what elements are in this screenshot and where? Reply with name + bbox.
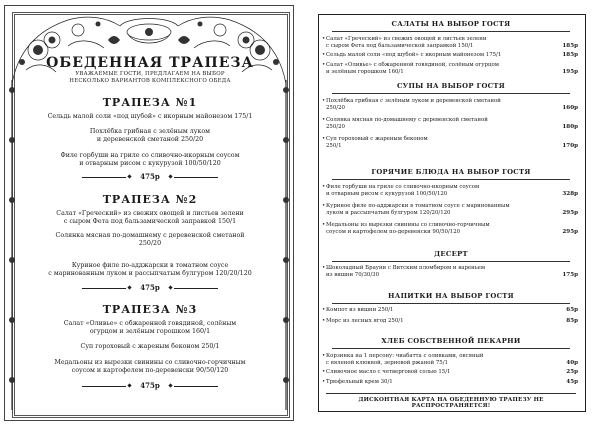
item-price: 185р [562,42,578,49]
set-1-dish-3: Филе горбуши на гриле со сливочно-икорным соусом и отварным рисом с кукурузой 100/50/120 [60,152,240,167]
item-price: 65р [566,307,578,313]
set-1-title: ТРАПЕЗА №1 [102,96,198,109]
section-title-soups: СУПЫ НА ВЫБОР ГОСТЯ [396,82,506,90]
item-price: 195р [562,68,578,75]
menu-item: • Сливочное масло с четверговой солью 15/1 25р [322,369,578,375]
menu-title: ОБЕДЕННАЯ ТРАПЕЗА [46,55,254,71]
set-2-dish-3: Куриное филе по-адджарски в томатном соусе с маринованным луком и рассыпчатым булгуром 120/20/120 [48,262,252,277]
menu-item: • Салат «Греческий» из свежих овощей и листьев зелени с сыром Фета под бальзамической заправкой 150/1 185р [322,36,578,49]
item-price: 295р [562,209,578,216]
item-price: 40р [566,359,578,366]
set-3-price: 475р [140,381,160,390]
item-price: 85р [566,318,578,324]
set-2-dish-1: Салат «Греческий» из свежих овощей и листьев зелени с сыром Фета под бальзамической заправкой 150/1 [56,210,244,225]
section-title-drinks: НАПИТКИ НА ВЫБОР ГОСТЯ [388,292,514,300]
menu-item: • Похлёбка грибная с зелёным луком и деревенской сметаной 250/20 160р [322,98,578,111]
section-title-dessert: ДЕСЕРТ [434,250,468,258]
menu-subtitle [0,71,300,84]
item-price: 328р [562,190,578,197]
set-1-price: 475р [140,172,160,181]
menu-item: • Корзинка на 1 персону: чиабатта с оливками, овсяный с вяленой клюквой, зерновой ржаной 75/1 40р [322,353,578,366]
item-price: 180р [562,123,578,130]
section-title-bread: ХЛЕБ СОБСТВЕННОЙ ПЕКАРНИ [381,337,521,345]
set-3-dish-3: Медальоны из вырезки свинины со сливочно-горчичным соусом и картофелем по-деревенски 90/50/120 [54,359,246,374]
set-3-title: ТРАПЕЗА №3 [102,303,198,316]
menu-item: • Солянка мясная по-домашнему с деревенской сметаной 250/20 180р [322,117,578,130]
item-price: 45р [566,379,578,385]
section-divider [332,179,570,180]
set-1-dish-1: Сельдь малой соли «под шубой» с икорным майонезом 175/1 [47,113,253,120]
item-price: 295р [562,228,578,235]
section-divider [332,348,570,349]
section-divider [332,303,570,304]
menu-item: • Трюфельный крем 30/1 45р [322,379,578,385]
subtitle-line: НЕСКОЛЬКО ВАРИАНТОВ КОМПЛЕКСНОГО ОБЕДА [69,77,231,84]
set-3-dish-2: Суп гороховый с жареным беконом 250/1 [80,343,220,350]
menu-item: • Филе горбуши на гриле со сливочно-икорным соусом и отварным рисом с кукурузой 100/50/120 328р [322,184,578,197]
section-title-hot-dishes: ГОРЯЧИЕ БЛЮДА НА ВЫБОР ГОСТЯ [371,168,531,176]
set-3-dish-1: Салат «Оливье» с обжаренной говядиной, солёным огурцом и зелёным горошком 160/1 [63,320,237,335]
right-border-ornament-icon [280,80,292,410]
menu-item: • Суп гороховый с жареным беконом 250/1 170р [322,136,578,149]
section-divider [332,93,570,94]
menu-item: • Морс из лесных ягод 250/1 85р [322,318,578,324]
left-border-ornament-icon [6,80,18,410]
menu-item: • Салат «Оливье» с обжаренной говядиной, солёным огурцом и зелёным горошком 160/1 195р [322,62,578,75]
set-2-title: ТРАПЕЗА №2 [102,193,198,206]
menu-item: • Куриное филе по-адджарски в томатном соусе с маринованным луком и рассыпчатым булгуром 120/20/120 295р [322,203,578,216]
set-1-price-divider [82,172,218,182]
menu-item: • Медальоны из вырезки свинины со сливочно-горчичным соусом и картофелем по-деревенски 90/50/120 295р [322,222,578,235]
set-3-price-divider [82,381,218,391]
set-2-price-divider [82,283,218,293]
item-price: 185р [562,52,578,58]
set-2-dish-2: Солянка мясная по-домашнему с деревенской сметаной 250/20 [55,232,245,247]
item-price: 175р [562,271,578,278]
set-2-price: 475р [140,283,160,292]
menu-item: • Сельдь малой соли «под шубой» с икорным майонезом 175/1 185р [322,52,578,58]
item-price: 25р [566,369,578,375]
menu-item: • Шоколадный Брауни с Витским пломбиром и вареньем из вишни 70/30/30 175р [322,265,578,278]
subtitle-line: УВАЖАЕМЫЕ ГОСТИ, ПРЕДЛАГАЕМ НА ВЫБОР [75,71,225,77]
menu-item: • Компот из вишни 250/1 65р [322,307,578,313]
item-price: 170р [562,142,578,149]
set-1-dish-2: Похлёбка грибная с зелёным луком и деревенской сметаной 250/20 [89,128,211,143]
footer-divider [326,393,576,394]
discount-card-notice: ДИСКОНТНАЯ КАРТА НА ОБЕДЕННУЮ ТРАПЕЗУ НЕ РАСПРОСТРАНЯЕТСЯ! [358,397,544,409]
section-divider [332,31,570,32]
section-divider [332,261,570,262]
item-price: 160р [562,104,578,111]
section-title-salads: САЛАТЫ НА ВЫБОР ГОСТЯ [391,20,511,28]
